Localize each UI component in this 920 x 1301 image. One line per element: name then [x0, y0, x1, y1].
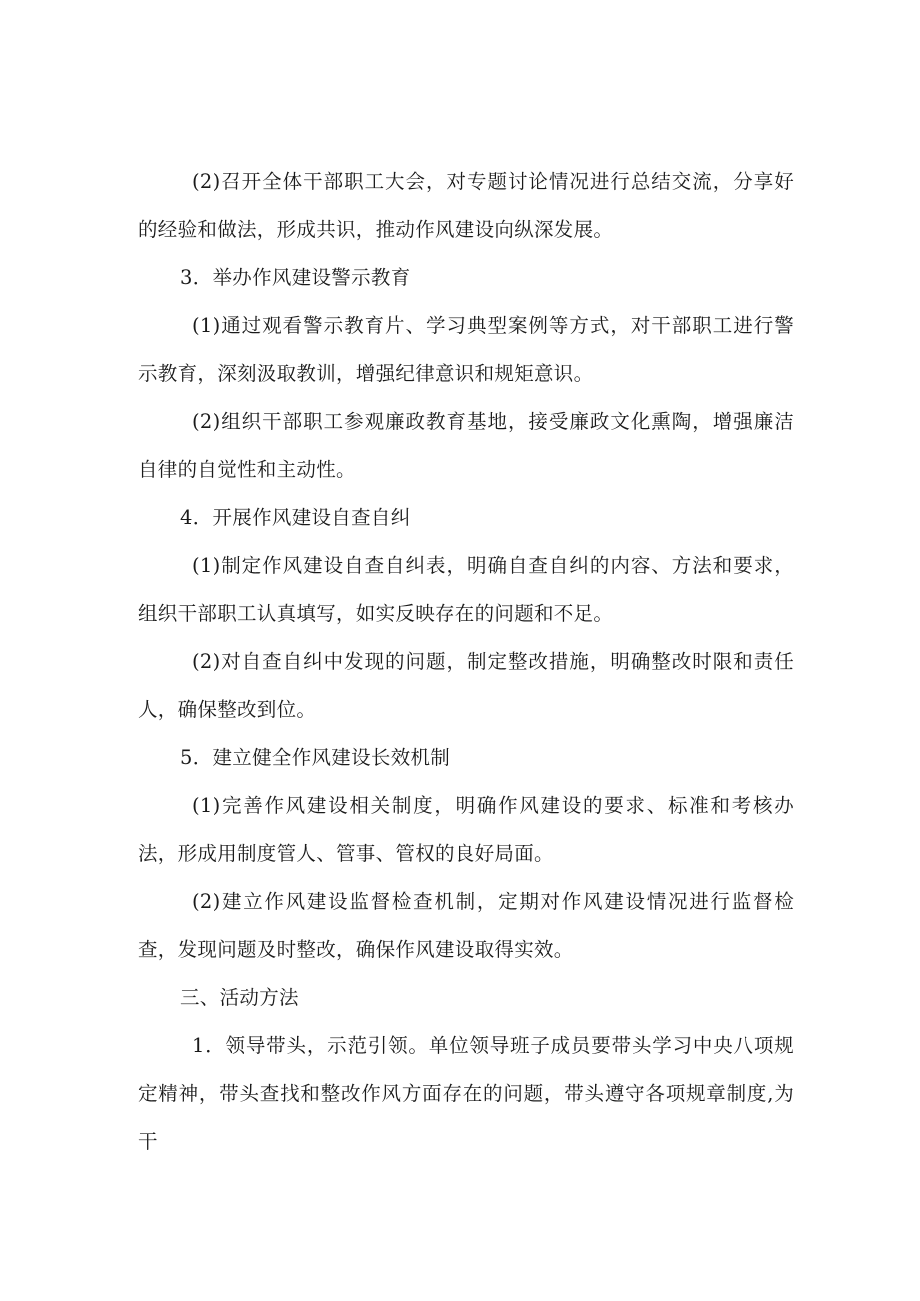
document-body	[138, 158, 794, 1166]
paragraph-item-2-rectification: (2)对自查自纠中发现的问题，制定整改措施，明确整改时限和责任人，确保整改到位。	[138, 650, 794, 721]
paragraph-item-1-warning-films: (1)通过观看警示教育片、学习典型案例等方式，对干部职工进行警示教育，深刻汲取教训，增强纪律意识和规矩意识。	[138, 314, 794, 385]
paragraph-item-2-supervision: (2)建立作风建设监督检查机制，定期对作风建设情况进行监督检查，发现问题及时整改，确保作风建设取得实效。	[138, 890, 794, 961]
section-heading-5-long-term-mechanism: 5．建立健全作风建设长效机制	[180, 746, 451, 769]
paragraph-method-1-leadership: 1．领导带头，示范引领。单位领导班子成员要带头学习中央八项规定精神，带头查找和整改作风方面存在的问题，带头遵守各项规章制度,为干	[138, 1034, 794, 1153]
chapter-heading-activity-methods: 三、活动方法	[180, 986, 299, 1009]
section-heading-3-warning-education: 3．举办作风建设警示教育	[180, 266, 411, 289]
paragraph-item-1-inspection-form: (1)制定作风建设自查自纠表，明确自查自纠的内容、方法和要求，组织干部职工认真填写，如实反映存在的问题和不足。	[138, 554, 794, 625]
paragraph-item-1-system-improvement: (1)完善作风建设相关制度，明确作风建设的要求、标准和考核办法，形成用制度管人、管事、管权的良好局面。	[138, 794, 794, 865]
paragraph-item-2-integrity-base: (2)组织干部职工参观廉政教育基地，接受廉政文化熏陶，增强廉洁自律的自觉性和主动性。	[138, 410, 794, 481]
paragraph-item-2-summary-meeting: (2)召开全体干部职工大会，对专题讨论情况进行总结交流，分享好的经验和做法，形成共识，推动作风建设向纵深发展。	[138, 170, 794, 241]
section-heading-4-self-inspection: 4．开展作风建设自查自纠	[180, 506, 411, 529]
